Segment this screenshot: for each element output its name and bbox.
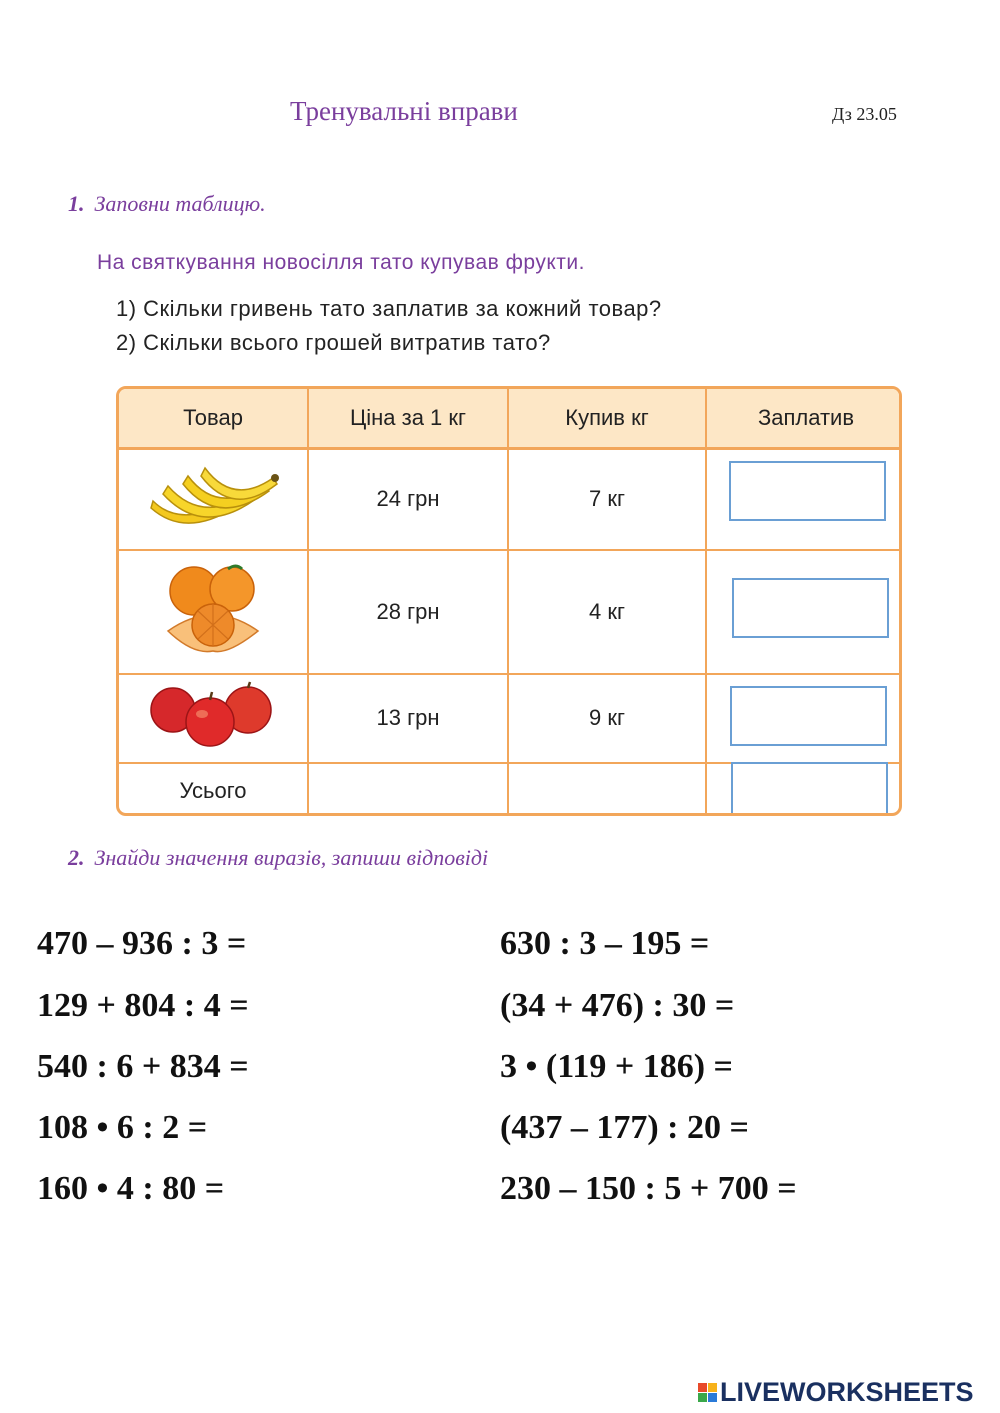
paid-cell	[706, 449, 902, 550]
qty-cell: 4 кг	[508, 550, 706, 674]
expression: (437 – 177) : 20 =	[500, 1109, 749, 1146]
liveworksheets-logo-icon	[698, 1383, 717, 1402]
task1-heading-text: Заповни таблицю.	[94, 191, 266, 216]
fruit-table	[116, 386, 902, 816]
table-row	[119, 674, 902, 763]
task1-number: 1.	[68, 191, 85, 216]
page-title: Тренувальні вправи	[290, 96, 518, 126]
homework-date: Дз 23.05	[832, 104, 897, 124]
qty-cell: 9 кг	[508, 674, 706, 763]
expression: 230 – 150 : 5 + 700 =	[500, 1170, 797, 1207]
table-row-total	[119, 763, 902, 817]
table-row	[119, 449, 902, 550]
empty-cell	[508, 763, 706, 817]
expression: 160 • 4 : 80 =	[37, 1170, 225, 1207]
task2-heading	[68, 845, 488, 871]
price-cell: 13 грн	[308, 674, 508, 763]
apple-image	[119, 674, 308, 763]
expression: 108 • 6 : 2 =	[37, 1109, 208, 1146]
paid-cell	[706, 550, 902, 674]
paid-cell	[706, 674, 902, 763]
table-row	[119, 550, 902, 674]
answer-input-total[interactable]	[731, 762, 888, 817]
qty-cell: 7 кг	[508, 449, 706, 550]
paid-cell	[706, 763, 902, 817]
question-1: 1) Скільки гривень тато заплатив за кожний товар?	[116, 296, 662, 321]
col-header-qty: Купив кг	[508, 389, 706, 449]
col-header-price: Ціна за 1 кг	[308, 389, 508, 449]
col-header-paid: Заплатив	[706, 389, 902, 449]
answer-input-banana[interactable]	[729, 461, 886, 521]
price-cell: 28 грн	[308, 550, 508, 674]
empty-cell	[308, 763, 508, 817]
expression: 630 : 3 – 195 =	[500, 925, 710, 962]
liveworksheets-logo	[698, 1377, 974, 1408]
question-2: 2) Скільки всього грошей витратив тато?	[116, 330, 551, 355]
expression: 540 : 6 + 834 =	[37, 1048, 249, 1085]
task2-heading-text: Знайди значення виразів, запиши відповіді	[94, 845, 489, 870]
expression: 3 • (119 + 186) =	[500, 1048, 733, 1085]
banana-image	[119, 449, 308, 550]
logo-text: LIVEWORKSHEETS	[720, 1377, 974, 1407]
expression: 129 + 804 : 4 =	[37, 987, 249, 1024]
col-header-item: Товар	[119, 389, 308, 449]
answer-input-mandarin[interactable]	[732, 578, 889, 638]
answer-input-apple[interactable]	[730, 686, 887, 746]
task1-heading	[68, 191, 266, 217]
total-label: Усього	[119, 763, 308, 817]
task2-number: 2.	[68, 845, 85, 870]
mandarin-image	[119, 550, 308, 674]
task1-intro: На святкування новосілля тато купував фрукти.	[97, 251, 585, 274]
expression: 470 – 936 : 3 =	[37, 925, 247, 962]
expression: (34 + 476) : 30 =	[500, 987, 735, 1024]
price-cell: 24 грн	[308, 449, 508, 550]
